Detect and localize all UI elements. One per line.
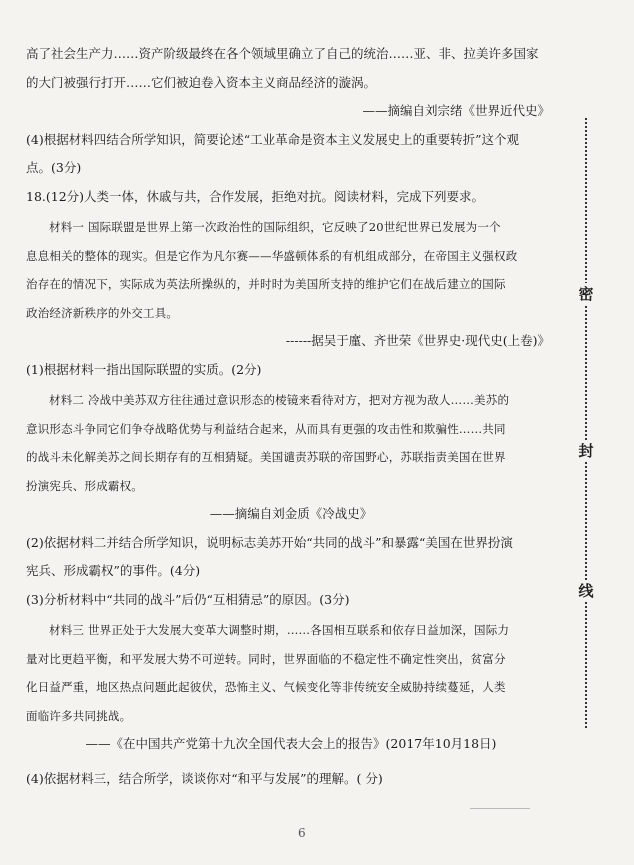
- page-content: [26, 40, 556, 793]
- page-number: 6: [298, 826, 306, 840]
- source-citation: ------据吴于廑、齐世荣《世界史·现代史(上卷)》: [285, 333, 550, 348]
- binding-dotted-line: [585, 118, 587, 728]
- source-citation: ——摘编自刘宗绪《世界近代史》: [362, 103, 550, 118]
- material-2-line: 的战斗未化解美苏之间长期存有的互相猜疑。美国谴责苏联的帝国野心，苏联指责美国在世界: [26, 450, 506, 464]
- material-1-line: 息息相关的整体的现实。但是它作为凡尔赛——华盛顿体系的有机组成部分，在帝国主义强权政: [26, 248, 518, 263]
- material-3-line: 化日益严重，地区热点问题此起彼伏，恐怖主义、气候变化等非传统安全威胁持续蔓延，人类: [26, 680, 506, 694]
- sub-question-2: (2)依据材料二并结合所学知识，说明标志美苏开始“共同的战斗”和暴露“美国在世界扮演: [26, 534, 513, 550]
- seal-char-mi: 密: [575, 283, 597, 304]
- question-4: (4)根据材料四结合所学知识，简要论述“工业革命是资本主义发展史上的重要转折”这个观: [26, 131, 519, 147]
- material-2: 材料二 冷战中美苏双方往往通过意识形态的棱镜来看待对方，把对方视为敌人……美苏的: [49, 393, 510, 407]
- material-3: 材料三 世界正处于大发展大变革大调整时期，……各国相互联系和依存日益加深，国际力: [49, 623, 510, 637]
- text-line: 的大门被强行打开……它们被迫卷入资本主义商品经济的漩涡。: [26, 74, 377, 90]
- material-2-line: 意识形态斗争同它们争夺战略优势与利益结合起来，从而具有更强的攻击性和欺骗性……共同: [26, 421, 506, 436]
- sub-question-1: (1)根据材料一指出国际联盟的实质。(2分): [26, 361, 262, 377]
- sub-question-4: (4)依据材料三，结合所学，谈谈你对“和平与发展”的理解。( 分): [26, 770, 383, 786]
- source-citation: ——摘编自刘金质《冷战史》: [209, 506, 373, 521]
- material-3-line: 面临许多共同挑战。: [26, 708, 132, 723]
- text-line: 高了社会生产力……资产阶级最终在各个领域里确立了自己的统治……亚、非、拉美许多国家: [26, 46, 539, 61]
- material-1-line: 政治经济新秩序的外交工具。: [26, 305, 179, 320]
- material-1-line: 治存在的情况下，实际成为英法所操纵的，并时时为美国所支持的维护它们在战后建立的国际: [26, 277, 506, 291]
- material-2-line: 扮演宪兵、形成霸权。: [26, 478, 143, 493]
- material-3-line: 量对比更趋平衡，和平发展大势不可逆转。同时，世界面临的不稳定性不确定性突出，贫富分: [26, 651, 506, 666]
- source-citation: ——《在中国共产党第十九次全国代表大会上的报告》(2017年10月18日): [85, 736, 497, 751]
- sub-question-2-cont: 宪兵、形成霸权”的事件。(4分): [26, 563, 201, 578]
- seal-char-xian: 线: [575, 580, 597, 601]
- material-1: 材料一 国际联盟是世界上第一次政治性的国际组织，它反映了20世纪世界已发展为一个: [49, 220, 501, 234]
- question-18: 18.(12分)人类一体，休戚与共，合作发展，拒绝对抗。阅读材料，完成下列要求。: [26, 188, 485, 204]
- scan-mark: [470, 808, 530, 809]
- seal-char-feng: 封: [575, 440, 597, 461]
- question-4-cont: 点。(3分): [26, 160, 82, 175]
- sub-question-3: (3)分析材料中“共同的战斗”后仍“互相猜忌”的原因。(3分): [26, 591, 350, 607]
